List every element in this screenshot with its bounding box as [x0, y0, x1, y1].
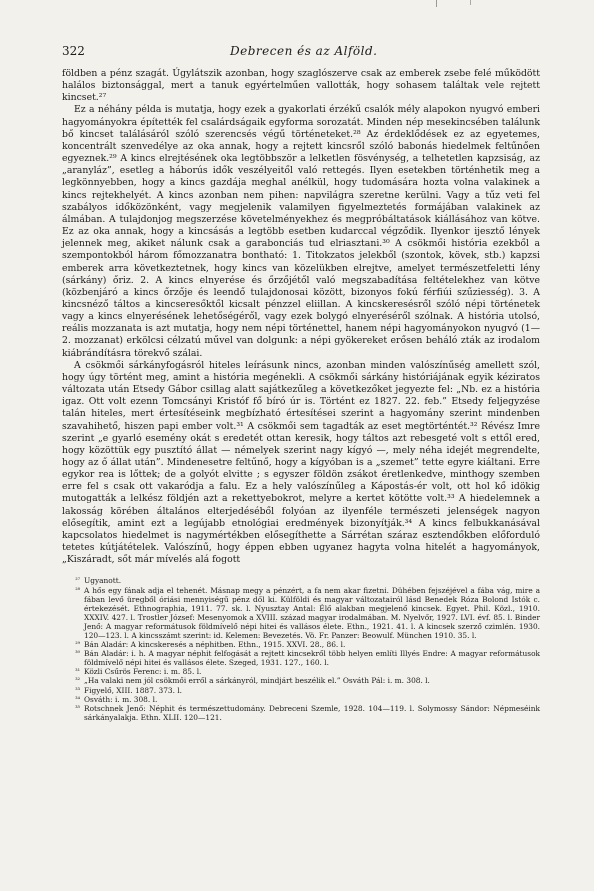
paragraph-2: Ez a néhány példa is mutatja, hogy ezek a gyakorlati érzékű csalók mély alapokon nyugvó emberi hagyományokra építették fel csalárdságaik egyforma sorozatát. Minden nép mesekincsében találunk bő kincset találásáról szóló szerencsés végű történeteket.²⁸ Az érdeklődések ez az egyetemes, koncentrált szenvedélye az oka annak, hogy a rejtett kincsről szóló babonás hiedelmek feltűnően egyeznek.²⁹ A kincs elrejtésének oka legtöbbször a lelketlen fösvénység, a telhetetlen kapzsiság, az „aranyláz”, esetleg a háborús idők veszélyeitől való rettegés. Ilyen esetekben történhetik meg a legkönnyebben, hogy a kincs gazdája meghal anélkül, hogy tudomására hozta volna valakinek a kincs rejtekhelyét. A kincs azonban nem pihen: napvilágra szeretne kerülni. Vagy a tűz veti fel szabályos időközönként, vagy megjelenik valamilyen figyelmeztetés formájában valakinek az álmában. A tulajdonjog megszerzése követelményekhez és megpróbáltatások kiállásához van kötve. Ez az oka annak, hogy a kincsásás a legtöbb esetben kudarccal végződik. Ilyenkor ijesztő lények jelennek meg, akiket nálunk csak a garabonciás tud elriasztani.³⁰ A csökmői história ezekből a szempontokból három főmozzanatra bontható: 1. Titokzatos jelekből (szontok, kövek, stb.) kapzsi emberek arra következtetnek, hogy kincs van közelükben elrejtve, amelyet természetfeletti lény (sárkány) őriz. 2. A kincs elnyerése és őrzőjétől való megszabadítása feltételekhez van kötve (közbenjáró a kincs őrzője és leendő tulajdonosai között, bizonyos fokú férfiúi szűziesség). 3. A kincsnéző táltos a kincseresőktől kicsalt pénzzel eliillan. A kincskeresésről szóló népi történetek vagy a kincs elnyerésének lehetőségéről, vagy ezek bolygó elnyeréséről szólnak. A história utolsó, reális mozzanata is azt mutatja, hogy nem népi történettel, hanem népi hagyományokon nyugvó (1—2. mozzanat) erkölcsi célzatú művel van dolgunk: a népi gyökereket erősen beháló zták az irodalom kiábrándításra törekvő szálai.	[62, 104, 540, 359]
footnote-text: A hős egy fának adja el tehenét. Másnap megy a pénzért, a fa nem akar fizetni. Dühében fejszéjével a fába vág, mire a fában levő üregből óriási mennyiségű pénz dől ki. Külföldi és magyar változatairól lásd Benedek Róza Bolond Istók c. értekezését. Ethnographia, 1911. 77. sk. l. Nyusztay Antal: Élő alakban megjelenő kincsek. Egyet. Phil. Közl., 1910. XXXIV. 427. l. Trostler József: Mesenyomok a XVIII. század magyar irodalmában. M. Nyelvőr, 1927. LVI. évf. 85. l. Binder Jenő: A magyar reformátusok földmívelő népi hitei és vallásos élete. Ethn., 1921. 41. l. A kincsek szerző czimlén. 1930. 120—123. l. A kincsszámt szerint: id. Kelemen: Bevezetés. Vö. Fr. Panzer: Beowulf. München 1910. 35. l.	[84, 585, 540, 640]
footnote	[62, 686, 540, 695]
footnote-text: Figyelő, XIII. 1887. 373. l.	[84, 685, 183, 695]
footnote-text: Rotschnek Jenő: Néphit és természettudomány. Debreceni Szemle, 1928. 104—119. l. Solymossy Sándor: Népmeséink sárkányalakja. Ethn. XLII. 120—121.	[84, 703, 540, 722]
footnote-number: ³⁵	[75, 704, 80, 712]
main-text	[62, 68, 540, 566]
footnote-number: ³¹	[75, 668, 80, 676]
footnote-number: ²⁸	[75, 586, 80, 594]
footnote-text: Közli Csűrös Ferenc: i. m. 85. l.	[84, 667, 202, 677]
footnote-number: ²⁹	[75, 641, 80, 649]
footnote-text: Bán Aladár: i. h. A magyar néphit felfogását a rejtett kincsekről több helyen említi Illyés Endre: A magyar reformátusok földmívelő népi hitei és vallásos élete. Szeged, 1931. 127., 160. l.	[84, 649, 540, 668]
running-title: Debrecen és az Alföld.	[230, 44, 378, 58]
footnote-number: ³⁴	[75, 695, 80, 703]
footnote	[62, 667, 540, 676]
footnote	[62, 676, 540, 685]
footnote	[62, 649, 540, 667]
footnote-number: ³²	[75, 677, 80, 685]
page-number: 322	[62, 44, 85, 58]
footnote-number: ³³	[75, 686, 80, 694]
book-page	[62, 40, 540, 722]
footnote-number: ³⁰	[75, 650, 80, 658]
page-header	[62, 40, 540, 62]
footnote-number: ²⁷	[75, 577, 80, 585]
footnote-text: Ugyanott.	[84, 576, 122, 586]
footnote-text: Osváth: i. m. 308. l.	[84, 694, 158, 704]
footnote	[62, 586, 540, 641]
footnote	[62, 576, 540, 585]
scan-mark	[436, 0, 437, 7]
footnotes	[62, 576, 540, 722]
footnote-text: „Ha valaki nem jól csökmői erről a sárkányról, mindjárt beszélik el.” Osváth Pál: i. m. 308. l.	[84, 676, 430, 686]
footnote	[62, 704, 540, 722]
scan-mark-secondary	[470, 0, 471, 5]
paragraph-3: A csökmői sárkányfogásról hiteles leírásunk nincs, azonban minden valószínűség amellett szól, hogy úgy történt meg, amint a história megénekli. A csökmői sárkány históriájának egyik kéziratos változata után Etsedy Gábor csillag alatt sajátkezűleg a következőket jegyezte fel: „Nb. ez a história igaz. Ott volt ezenn Tomcsányi Kristóf fő bíró úr is. Történt ez 1827. 22. feb.” Etsedy feljegyzése talán hiteles, mert értesítéseink megbízható értesítései szerint a hagyomány szerint mindenben szavahihető, hiszen papi ember volt.³¹ A csökmői sem tagadták az eset megtörténtét.³² Révész Imre szerint „e gyarló esemény okát s eredetét ottan keresik, hogy táltos azt rebesgeté volt s ettől ered, hogy közöttük egy pusztító állat — némelyek szerint nagy kígyó —, mely néha idejét megrendelte, hogy az ő állat után”. Mindenesetre feltűnő, hogy a kígyóban is a „szemet” tette egyre kiáltani. Erre egykor rea is lőttek; de a golyót elvitte ; s egyszer földön zsákot éretlenkedve, minthogy szemben erre fel s csak ott vakaródja a falu. Ez a hely valószínűleg a Kápostás-ér volt, ott hol kő idökig mutogatták a lelkész földjén azt a rekettyebokrot, melyre a kertet kötötte volt.³³ A hiedelemnek a lakosság körében általános elterjedéséből folyóan az ilyenféle természeti jelenségek nagyon elősegítik, amint ezt a legújabb etnológiai eredmények bizonyítják.³⁴ A kincs felbukkanásával kapcsolatos hiedelmet is nagymértékben elősegíthette a Sárrétan száraz esztendőkben előforduló tetetes kútjátételek. Valószínű, hogy éppen ebben ugyanez hagyta volna hitelét a hagyományok, „Kiszáradt, sőt már mívelés alá fogott	[62, 359, 540, 566]
footnote	[62, 695, 540, 704]
paragraph-1: földben a pénz szagát. Úgylátszik azonban, hogy szaglószerve csak az emberek zsebe felé működött halálos biztonsággal, mert a tanuk egyértelműen vallották, hogy sohasem találtak vele rejtett kincset.²⁷	[62, 68, 540, 104]
footnote	[62, 640, 540, 649]
footnote-text: Bán Aladár: A kincskeresés a néphitben. Ethn., 1915. XXVI. 28., 86. l.	[84, 640, 346, 650]
